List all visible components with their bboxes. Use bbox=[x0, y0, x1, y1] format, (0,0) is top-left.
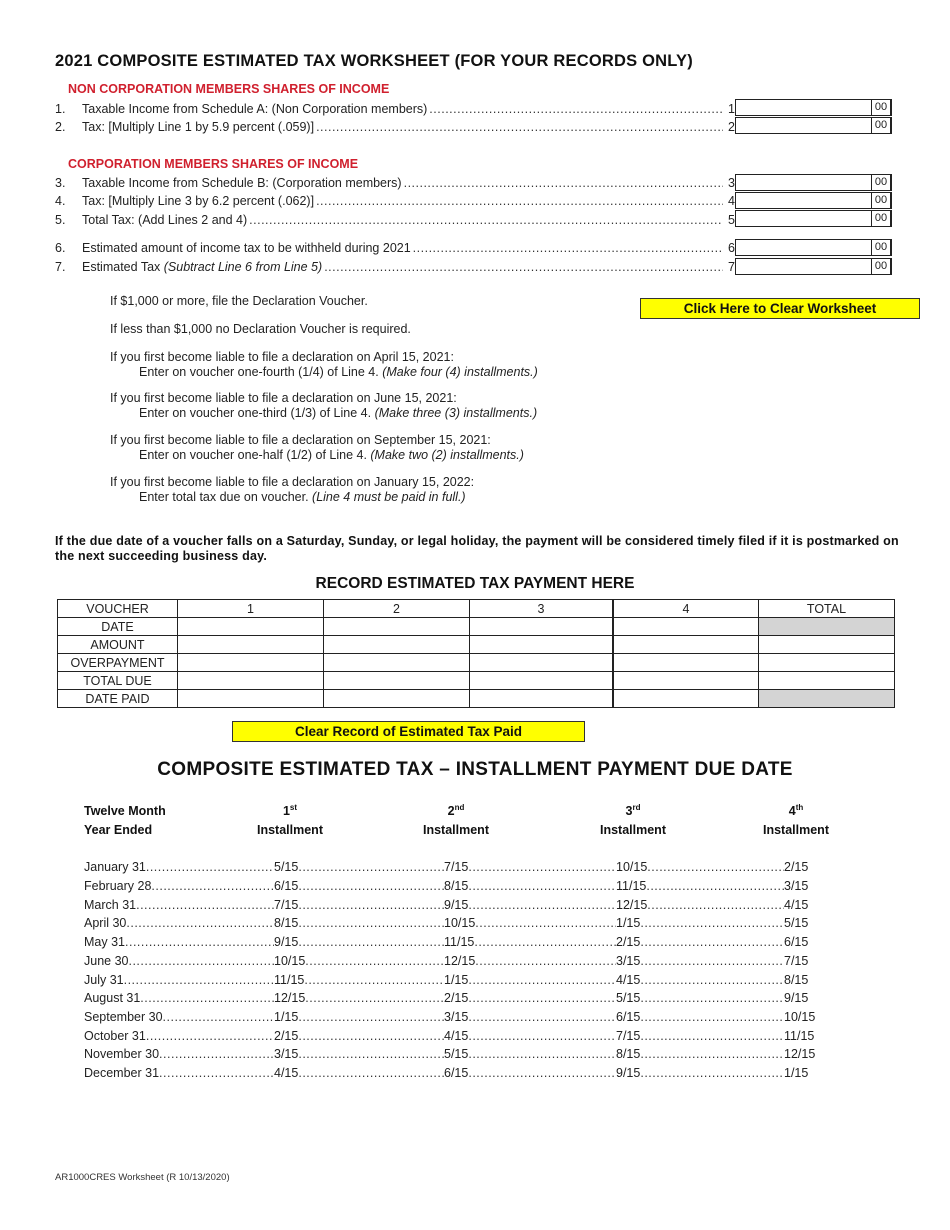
date-paid-cell[interactable] bbox=[613, 690, 759, 708]
page-title: 2021 COMPOSITE ESTIMATED TAX WORKSHEET (FOR YOUR RECORDS ONLY) bbox=[55, 52, 693, 70]
line-7-amount-field[interactable] bbox=[735, 258, 892, 275]
list-item: May 31 ..... 9/15 ..... 11/15 ..... 2/15 ..... 6/15 bbox=[84, 933, 814, 952]
amount-cell[interactable] bbox=[178, 636, 324, 654]
overpayment-cell[interactable] bbox=[470, 654, 614, 672]
form-footer: AR1000CRES Worksheet (R 10/13/2020) bbox=[55, 1172, 230, 1183]
table-row bbox=[58, 618, 895, 636]
table-row bbox=[58, 636, 895, 654]
table-row bbox=[58, 654, 895, 672]
total-due-cell[interactable] bbox=[178, 672, 324, 690]
total-due-cell[interactable] bbox=[324, 672, 470, 690]
row-label-date: DATE bbox=[58, 618, 178, 636]
header-total: TOTAL bbox=[759, 600, 895, 618]
record-table bbox=[57, 599, 895, 708]
date-paid-cell[interactable] bbox=[324, 690, 470, 708]
shaded-cell bbox=[759, 690, 895, 708]
line-4: 4. Tax: [Multiply Line 3 by 6.2 percent (.062)] ..... 4 bbox=[55, 192, 735, 210]
clear-worksheet-button[interactable]: Click Here to Clear Worksheet bbox=[640, 298, 920, 319]
list-item: January 31 ..... 5/15 ..... 7/15 ..... 10/15 ..... 2/15 bbox=[84, 858, 814, 877]
cents-field: 00 bbox=[871, 99, 891, 116]
total-due-cell[interactable] bbox=[613, 672, 759, 690]
cents-field: 00 bbox=[871, 174, 891, 191]
date-paid-cell[interactable] bbox=[178, 690, 324, 708]
date-cell[interactable] bbox=[613, 618, 759, 636]
clear-record-button[interactable]: Clear Record of Estimated Tax Paid bbox=[232, 721, 585, 742]
overpayment-cell[interactable] bbox=[324, 654, 470, 672]
instruction-september: If you first become liable to file a declaration on September 15, 2021: Enter on voucher one-half (1/2) of Line 4. (Make two (2) installments.) bbox=[110, 433, 524, 462]
line-6-amount-field[interactable] bbox=[735, 239, 892, 256]
list-item: June 30 ..... 10/15 ..... 12/15 ..... 3/15 ..... 7/15 bbox=[84, 952, 814, 971]
amount-cell[interactable] bbox=[613, 636, 759, 654]
schedule-header-1st: 1st Installment bbox=[257, 802, 323, 837]
line-4-amount-field[interactable] bbox=[735, 192, 892, 209]
line-3: 3. Taxable Income from Schedule B: (Corporation members) ..... 3 bbox=[55, 174, 735, 192]
cents-field: 00 bbox=[871, 117, 891, 134]
list-item: April 30 ..... 8/15 ..... 10/15 ..... 1/15 ..... 5/15 bbox=[84, 914, 814, 933]
schedule-header-year: Twelve Month Year Ended bbox=[84, 804, 166, 837]
list-item: December 31 ..... 4/15 ..... 6/15 ..... 9/15 ..... 1/15 bbox=[84, 1064, 814, 1083]
row-label-date-paid: DATE PAID bbox=[58, 690, 178, 708]
list-item: October 31 ..... 2/15 ..... 4/15 ..... 7/15 ..... 11/15 bbox=[84, 1026, 814, 1045]
due-date-note: If the due date of a voucher falls on a Saturday, Sunday, or legal holiday, the payment will be considered timely filed if it is postmarked on the next succeeding business day. bbox=[55, 534, 899, 563]
cents-field: 00 bbox=[871, 210, 891, 227]
header-2: 2 bbox=[324, 600, 470, 618]
table-row bbox=[58, 672, 895, 690]
record-title: RECORD ESTIMATED TAX PAYMENT HERE bbox=[315, 575, 635, 592]
line-1: 1. Taxable Income from Schedule A: (Non Corporation members) ..... 1 bbox=[55, 100, 735, 118]
cents-field: 00 bbox=[871, 192, 891, 209]
instruction-june: If you first become liable to file a declaration on June 15, 2021: Enter on voucher one-third (1/3) of Line 4. (Make three (3) installments.) bbox=[110, 391, 538, 420]
list-item: September 30 ..... 1/15 ..... 3/15 ..... 6/15 ..... 10/15 bbox=[84, 1008, 814, 1027]
section-non-corp: NON CORPORATION MEMBERS SHARES OF INCOME bbox=[68, 82, 390, 96]
date-cell[interactable] bbox=[324, 618, 470, 636]
line-2-amount-field[interactable] bbox=[735, 117, 892, 134]
cents-field: 00 bbox=[871, 239, 891, 256]
table-header-row bbox=[58, 600, 895, 618]
date-cell[interactable] bbox=[470, 618, 614, 636]
line-5-amount-field[interactable] bbox=[735, 210, 892, 227]
total-due-cell[interactable] bbox=[470, 672, 614, 690]
schedule-header-3rd: 3rd Installment bbox=[600, 802, 666, 837]
table-row bbox=[58, 690, 895, 708]
line-2: 2. Tax: [Multiply Line 1 by 5.9 percent (.059)] ..... 2 bbox=[55, 118, 735, 136]
instruction-january: If you first become liable to file a declaration on January 15, 2022: Enter total tax due on voucher. (Line 4 must be paid in full.) bbox=[110, 475, 475, 504]
overpayment-cell[interactable] bbox=[613, 654, 759, 672]
list-item: July 31 ..... 11/15 ..... 1/15 ..... 4/15 ..... 8/15 bbox=[84, 970, 814, 989]
schedule-header-4th: 4th Installment bbox=[763, 802, 829, 837]
amount-cell[interactable] bbox=[470, 636, 614, 654]
row-label-amount: AMOUNT bbox=[58, 636, 178, 654]
line-6: 6. Estimated amount of income tax to be withheld during 2021 ..... 6 bbox=[55, 239, 735, 257]
schedule-header-2nd: 2nd Installment bbox=[423, 802, 489, 837]
row-label-overpayment: OVERPAYMENT bbox=[58, 654, 178, 672]
line-1-amount-field[interactable] bbox=[735, 99, 892, 116]
amount-total-cell[interactable] bbox=[759, 636, 895, 654]
section-corp: CORPORATION MEMBERS SHARES OF INCOME bbox=[68, 157, 359, 171]
list-item: March 31 ..... 7/15 ..... 9/15 ..... 12/15 ..... 4/15 bbox=[84, 895, 814, 914]
cents-field: 00 bbox=[871, 258, 891, 275]
row-label-total-due: TOTAL DUE bbox=[58, 672, 178, 690]
total-due-total-cell[interactable] bbox=[759, 672, 895, 690]
header-1: 1 bbox=[178, 600, 324, 618]
shaded-cell bbox=[759, 618, 895, 636]
list-item: November 30 ..... 3/15 ..... 5/15 ..... 8/15 ..... 12/15 bbox=[84, 1045, 814, 1064]
date-cell[interactable] bbox=[178, 618, 324, 636]
line-3-amount-field[interactable] bbox=[735, 174, 892, 191]
header-3: 3 bbox=[470, 600, 614, 618]
schedule-title: COMPOSITE ESTIMATED TAX – INSTALLMENT PAYMENT DUE DATE bbox=[157, 759, 793, 780]
list-item: August 31 ..... 12/15 ..... 2/15 ..... 5/15 ..... 9/15 bbox=[84, 989, 814, 1008]
header-4: 4 bbox=[613, 600, 759, 618]
instruction-1: If $1,000 or more, file the Declaration Voucher. bbox=[110, 294, 368, 308]
date-paid-cell[interactable] bbox=[470, 690, 614, 708]
list-item: February 28 ..... 6/15 ..... 8/15 ..... 11/15 ..... 3/15 bbox=[84, 877, 814, 896]
amount-cell[interactable] bbox=[324, 636, 470, 654]
header-voucher: VOUCHER bbox=[58, 600, 178, 618]
instruction-april: If you first become liable to file a declaration on April 15, 2021: Enter on voucher one-fourth (1/4) of Line 4. (Make four (4) installments.) bbox=[110, 350, 538, 379]
line-5: 5. Total Tax: (Add Lines 2 and 4) ..... 5 bbox=[55, 211, 735, 229]
line-7: 7. Estimated Tax (Subtract Line 6 from Line 5) ..... 7 bbox=[55, 258, 735, 276]
overpayment-cell[interactable] bbox=[178, 654, 324, 672]
instruction-2: If less than $1,000 no Declaration Voucher is required. bbox=[110, 322, 411, 336]
overpayment-total-cell[interactable] bbox=[759, 654, 895, 672]
